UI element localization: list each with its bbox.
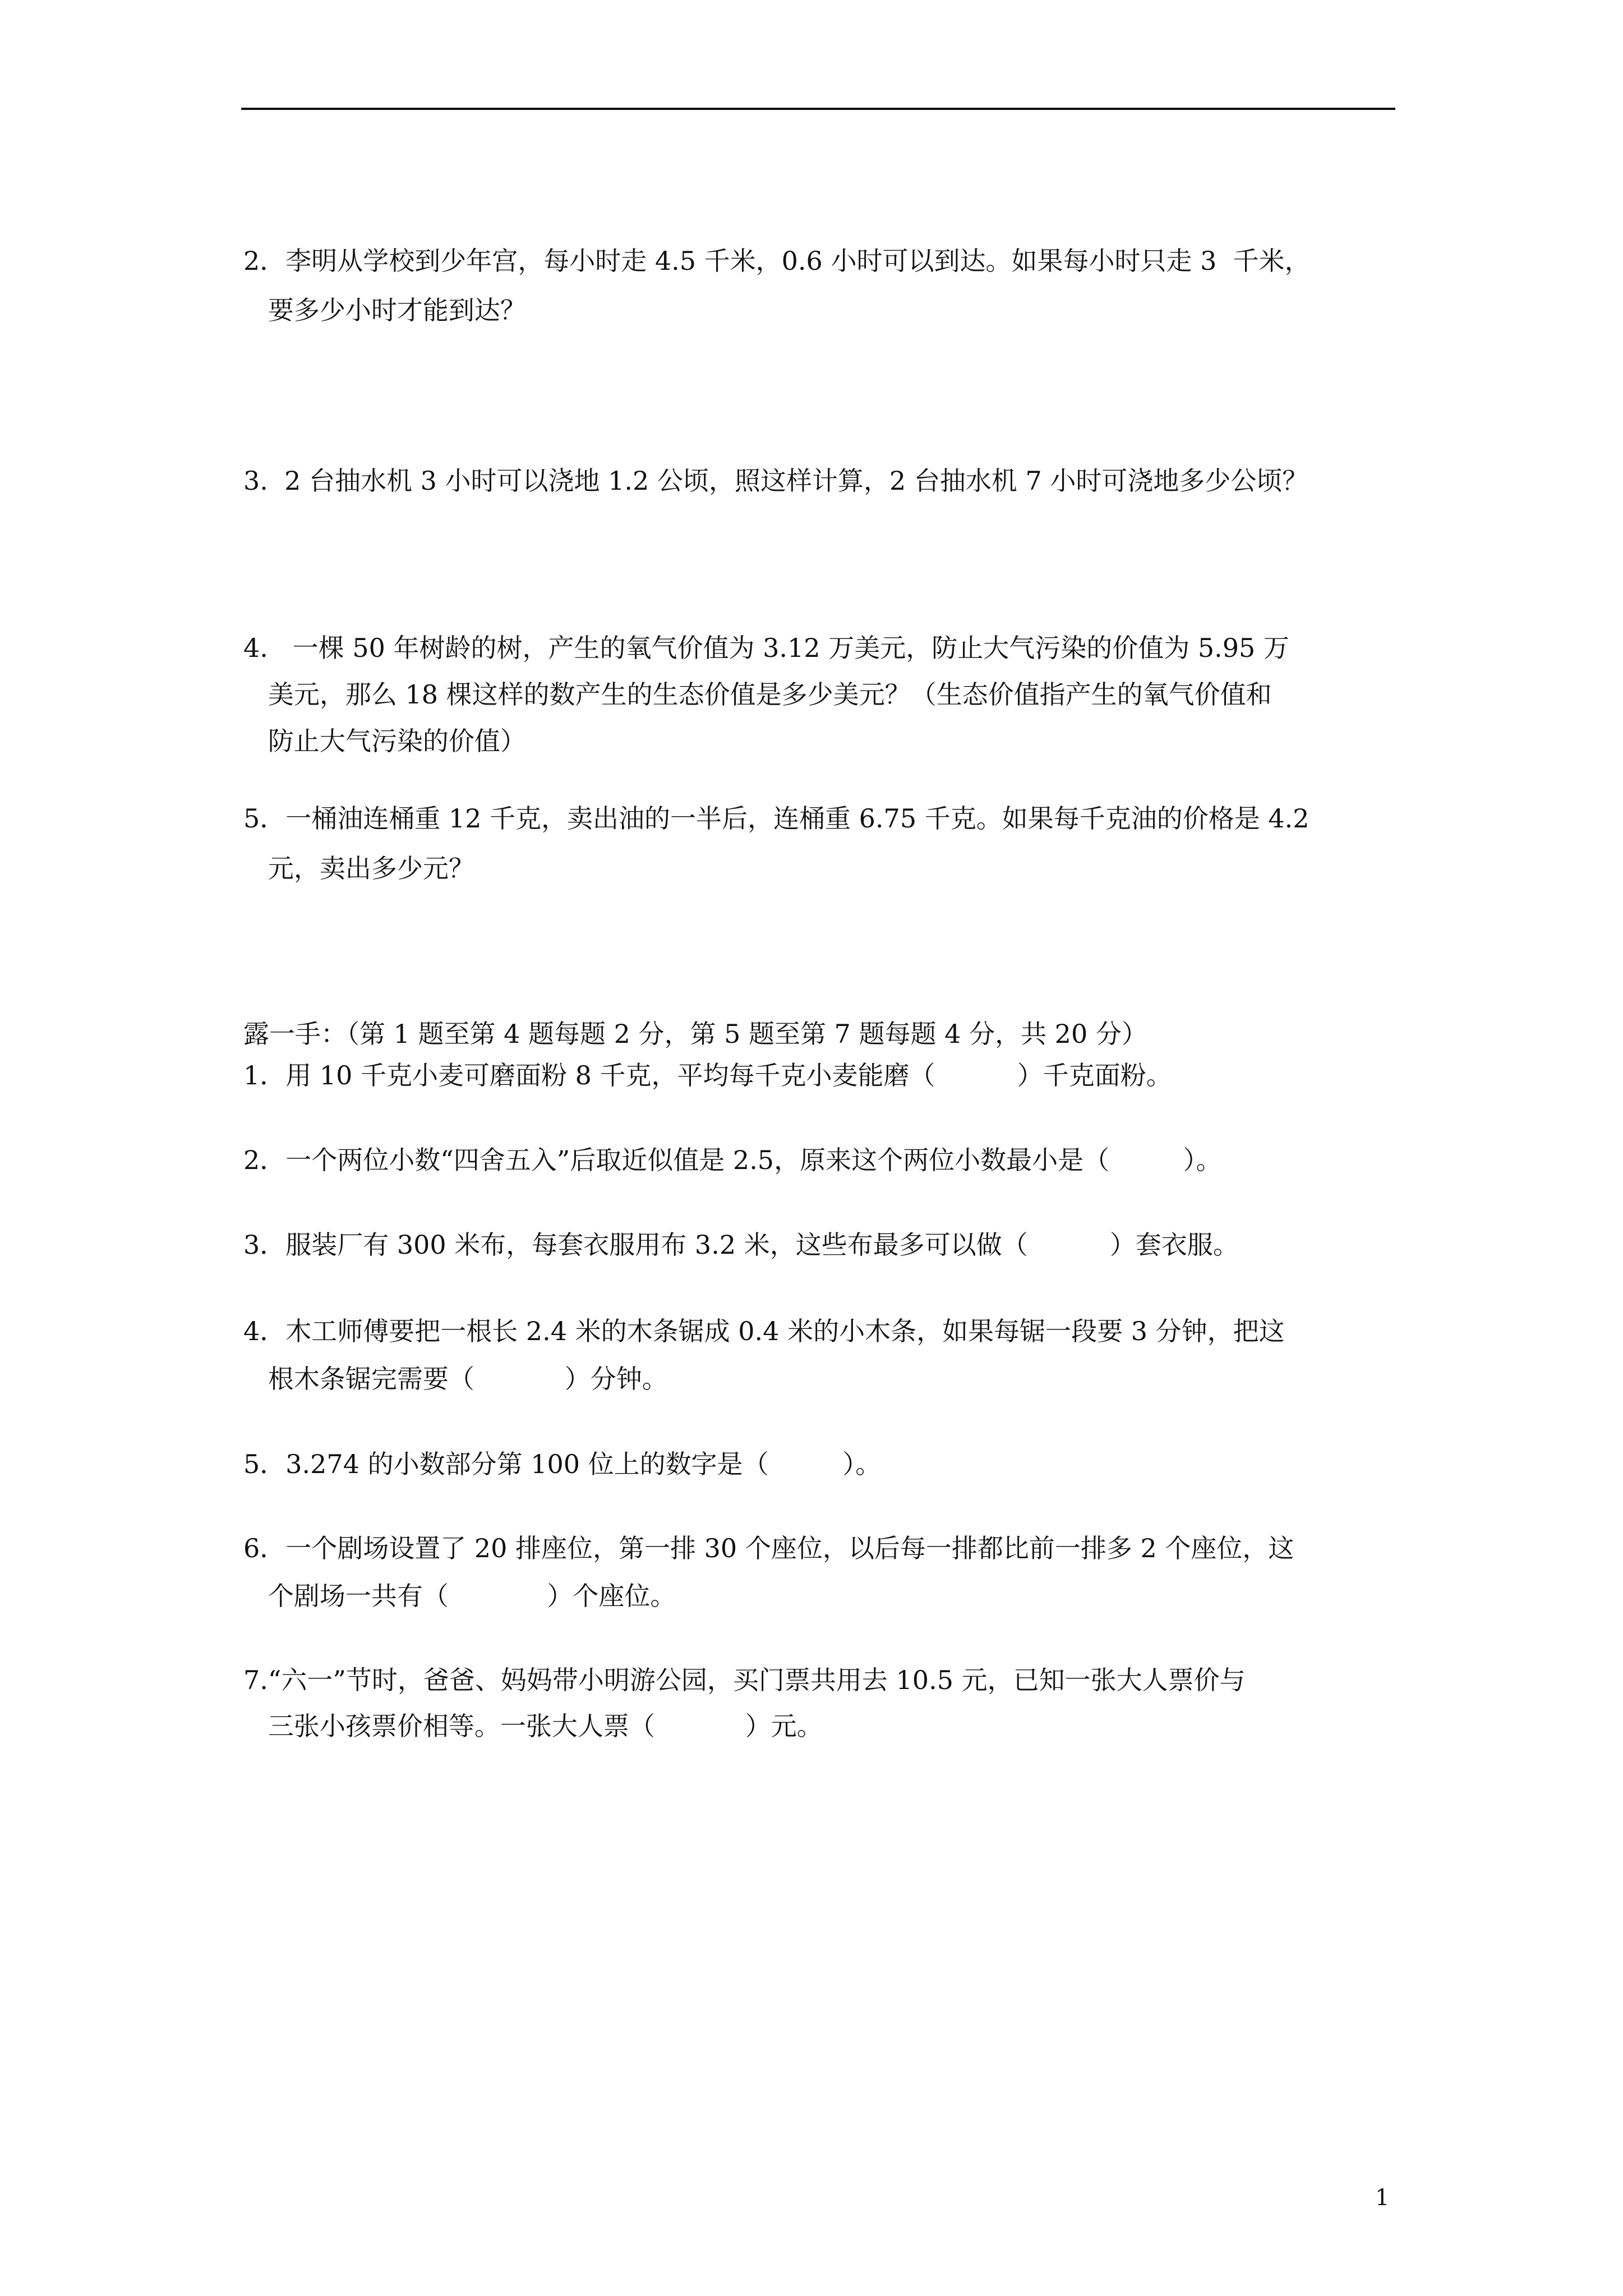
question-line: 5．3.274 的小数部分第 100 位上的数字是（ ）。	[243, 1449, 882, 1479]
question-line: 三张小孩票价相等。一张大人票（ ）元。	[243, 1711, 823, 1741]
question-line: 3. 2 台抽水机 3 小时可以浇地 1.2 公顷，照这样计算，2 台抽水机 7 小时可浇地多少公顷？	[243, 466, 1308, 496]
question-line: 4．木工师傅要把一根长 2.4 米的木条锯成 0.4 米的小木条，如果每锯一段要 3 分钟，把这	[243, 1316, 1285, 1346]
question-line: 1．用 10 千克小麦可磨面粉 8 千克，平均每千克小麦能磨（ ）千克面粉。	[243, 1060, 1172, 1091]
question-line: 2．一个两位小数“四舍五入”后取近似值是 2.5，原来这个两位小数最小是（ ）。	[243, 1145, 1222, 1175]
question-line: 2．李明从学校到少年宫，每小时走 4.5 千米，0.6 小时可以到达。如果每小时只走 3 千米，	[243, 246, 1311, 276]
question-line: 7.“六一”节时，爸爸、妈妈带小明游公园，买门票共用去 10.5 元，已知一张大人票价与	[243, 1665, 1246, 1695]
question-line: 个剧场一共有（ ）个座位。	[243, 1581, 676, 1611]
question-line: 3．服装厂有 300 米布，每套衣服用布 3.2 米，这些布最多可以做（ ）套衣服。	[243, 1230, 1239, 1260]
question-line: 要多少小时才能到达？	[243, 295, 526, 325]
header-rule	[241, 108, 1395, 110]
question-line: 根木条锯完需要（ ）分钟。	[243, 1364, 668, 1394]
question-line: 5．一桶油连桶重 12 千克，卖出油的一半后，连桶重 6.75 千克。如果每千克油的价格是 4.2	[243, 803, 1310, 834]
question-line: 4. 一棵 50 年树龄的树，产生的氧气价值为 3.12 万美元，防止大气污染的价值为 5.95 万	[243, 633, 1289, 663]
question-line: 6．一个剧场设置了 20 排座位，第一排 30 个座位，以后每一排都比前一排多 2 个座位，这	[243, 1533, 1294, 1563]
section-heading: 露一手：（第 1 题至第 4 题每题 2 分，第 5 题至第 7 题每题 4 分，共 20 分）	[243, 1019, 1147, 1049]
question-line: 防止大气污染的价值）	[243, 726, 526, 756]
question-line: 元，卖出多少元？	[243, 853, 474, 884]
page-number: 1	[1375, 2185, 1390, 2211]
question-line: 美元，那么 18 棵这样的数产生的生态价值是多少美元？（生态价值指产生的氧气价值和	[243, 679, 1272, 710]
